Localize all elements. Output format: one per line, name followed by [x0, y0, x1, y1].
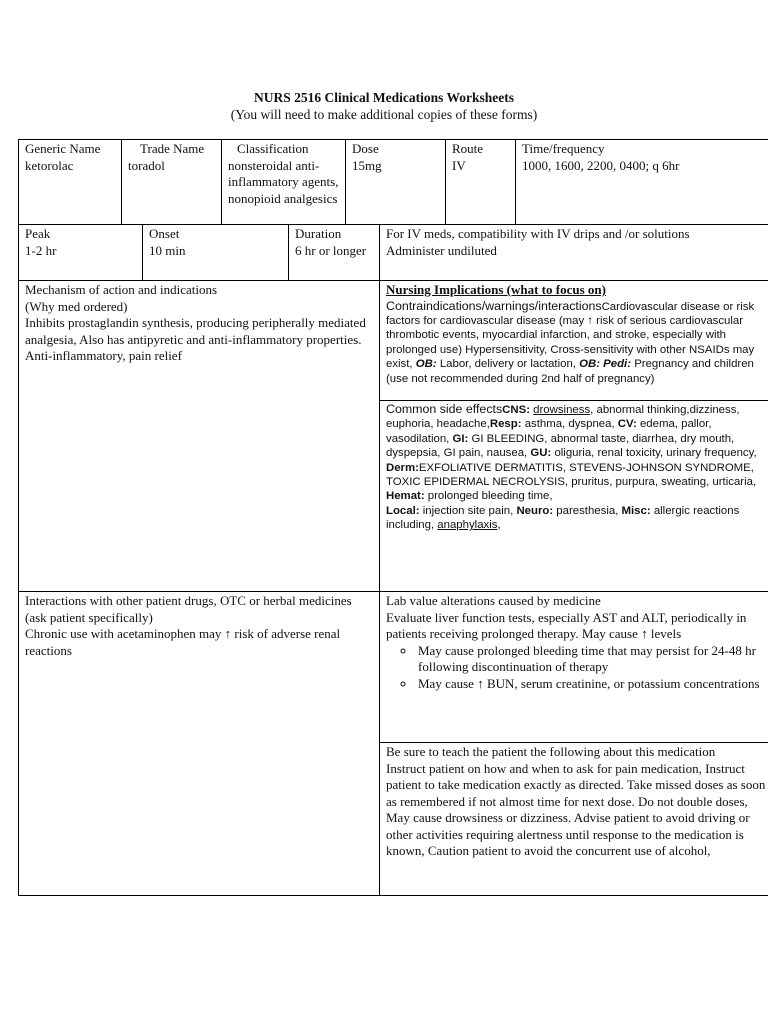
onset-cell [143, 225, 289, 281]
contraindications-body: Cardiovascular disease or risk factors for cardiovascular disease (may ↑ risk of serious cardiovascular thrombotic events, myocardial infarction, and stroke, especially with prolonged use) Hypersensitivity, Cross-sensitivity with other NSAIDs may exist, [386, 300, 755, 371]
peak-value: 1-2 hr [25, 242, 57, 258]
gu-text: oliguria, renal toxicity, urinary frequency, [551, 447, 757, 460]
classification-label: Classification [237, 141, 309, 156]
lab-values-text: Evaluate liver function tests, especially AST and ALT, periodically in patients receiving prolonged therapy. May cause ↑ levels [386, 609, 747, 641]
interactions-cell [19, 592, 380, 895]
list-item: ◦ May cause prolonged bleeding time that may persist for 24-48 hr following discontinuation of therapy [416, 643, 768, 676]
hemat-text: prolonged bleeding time, [424, 490, 553, 503]
lab-values-list [386, 643, 768, 693]
duration-value: 6 hr or longer [295, 242, 367, 258]
onset-value: 10 min [149, 242, 186, 258]
route-label: Route [452, 141, 484, 156]
side-effects-label: Common side effects [386, 402, 503, 416]
time-frequency-label: Time/frequency [522, 141, 605, 156]
list-item: ◦ May cause ↑ BUN, serum creatinine, or potassium concentrations [416, 676, 768, 693]
derm-label: Derm: [386, 461, 419, 474]
gu-label: GU: [530, 447, 552, 460]
classification-value: nonsteroidal anti-inflammatory agents, nonopioid analgesics [228, 157, 339, 206]
cv-label: CV: [617, 418, 637, 431]
local-label: Local: [386, 504, 420, 517]
mechanism-text: Inhibits prostaglandin synthesis, producing peripherally mediated analgesia, Also has antipyretic and anti-inflammatory properties. [25, 315, 366, 347]
pedi-label: OB: Pedi: [579, 358, 632, 371]
classification-cell [222, 140, 346, 225]
contraindications-label: Contraindications/warnings/interactions [386, 298, 602, 313]
misc-text: allergic reactions including, [386, 504, 740, 532]
medication-worksheet-table [18, 139, 768, 896]
peak-cell [19, 225, 143, 281]
route-value: IV [452, 157, 466, 173]
peak-label: Peak [25, 226, 51, 241]
trade-name-cell [122, 140, 222, 225]
trade-name-label: Trade Name [140, 141, 205, 156]
duration-cell [289, 225, 380, 281]
route-cell [446, 140, 516, 225]
indication-text: Anti-inflammatory, pain relief [25, 348, 182, 363]
patient-teaching-text: Instruct patient on how and when to ask for pain medication, Instruct patient to take medication exactly as directed. Take missed doses as soon as remembered if not almost time for next dose. Do not double doses, May cause drowsiness or dizziness. Advise patient to avoid driving or other activities requiring alertness until response to the medication is known, Caution patient to avoid the concurrent use of alcohol, [386, 760, 766, 858]
generic-name-value: ketorolac [25, 157, 74, 173]
iv-compatibility-cell [380, 225, 768, 281]
gi-label: GI: [452, 432, 469, 445]
interactions-label: Interactions with other patient drugs, OTC or herbal medicines (ask patient specifically) [25, 593, 352, 625]
nursing-implications-heading: Nursing Implications (what to focus on) [386, 282, 606, 297]
ob-label: OB: [415, 358, 437, 371]
side-effects-cell [380, 401, 768, 592]
gi-text: GI BLEEDING, abnormal taste, diarrhea, dry mouth, dyspepsia, GI pain, nausea, [386, 432, 735, 460]
worksheet-title: NURS 2516 Clinical Medications Worksheets [253, 90, 514, 105]
trade-name-value: toradol [128, 157, 165, 173]
lab-values-label: Lab value alterations caused by medicine [386, 593, 601, 608]
resp-label: Resp: [489, 418, 522, 431]
dose-label: Dose [352, 141, 379, 156]
worksheet-subtitle: (You will need to make additional copies of these forms) [230, 107, 538, 122]
resp-text: asthma, dyspnea, [521, 418, 615, 431]
neuro-label: Neuro: [516, 504, 554, 517]
cns-label: CNS: [502, 404, 530, 416]
hemat-label: Hemat: [386, 490, 425, 503]
duration-label: Duration [295, 226, 342, 241]
time-frequency-value: 1000, 1600, 2200, 0400; q 6hr [522, 157, 680, 173]
nursing-implications-cell [380, 281, 768, 401]
mechanism-label: Mechanism of action and indications [25, 282, 218, 297]
neuro-text: paresthesia, [553, 504, 622, 517]
iv-compatibility-label: For IV meds, compatibility with IV drips and /or solutions [386, 226, 690, 241]
mechanism-cell [19, 281, 380, 592]
time-frequency-cell [516, 140, 768, 225]
patient-teaching-label: Be sure to teach the patient the following about this medication [386, 744, 716, 759]
generic-name-cell [19, 140, 122, 225]
side-effects-text [386, 402, 768, 533]
ob-text: Labor, delivery or lactation, [436, 358, 580, 371]
dose-cell [346, 140, 446, 225]
derm-text: EXFOLIATIVE DERMATITIS, STEVENS-JOHNSON SYNDROME, TOXIC EPIDERMAL NECROLYSIS, pruritus, purpura, sweating, urticaria, [386, 461, 757, 489]
patient-teaching-cell [380, 743, 768, 895]
pedi-text: Pregnancy and children (use not recommended during 2nd half of pregnancy) [386, 358, 754, 385]
lab-values-cell [380, 592, 768, 743]
iv-compatibility-value: Administer undiluted [386, 242, 497, 258]
cns-text: , abnormal thinking,dizziness, euphoria, headache, [386, 404, 740, 431]
why-ordered-label: (Why med ordered) [25, 298, 128, 314]
dose-value: 15mg [352, 157, 382, 173]
contraindications-text [386, 299, 768, 386]
local-text: injection site pain, [419, 504, 517, 517]
generic-name-label: Generic Name [25, 141, 101, 156]
misc-anaphylaxis: anaphylaxis [437, 519, 498, 532]
cns-drowsiness: drowsiness [533, 404, 591, 416]
misc-label: Misc: [621, 504, 651, 517]
cv-text: edema, pallor, vasodilation, [386, 418, 712, 445]
onset-label: Onset [149, 226, 180, 241]
interactions-text: Chronic use with acetaminophen may ↑ risk of adverse renal reactions [25, 626, 341, 658]
misc-end: , [497, 519, 501, 532]
